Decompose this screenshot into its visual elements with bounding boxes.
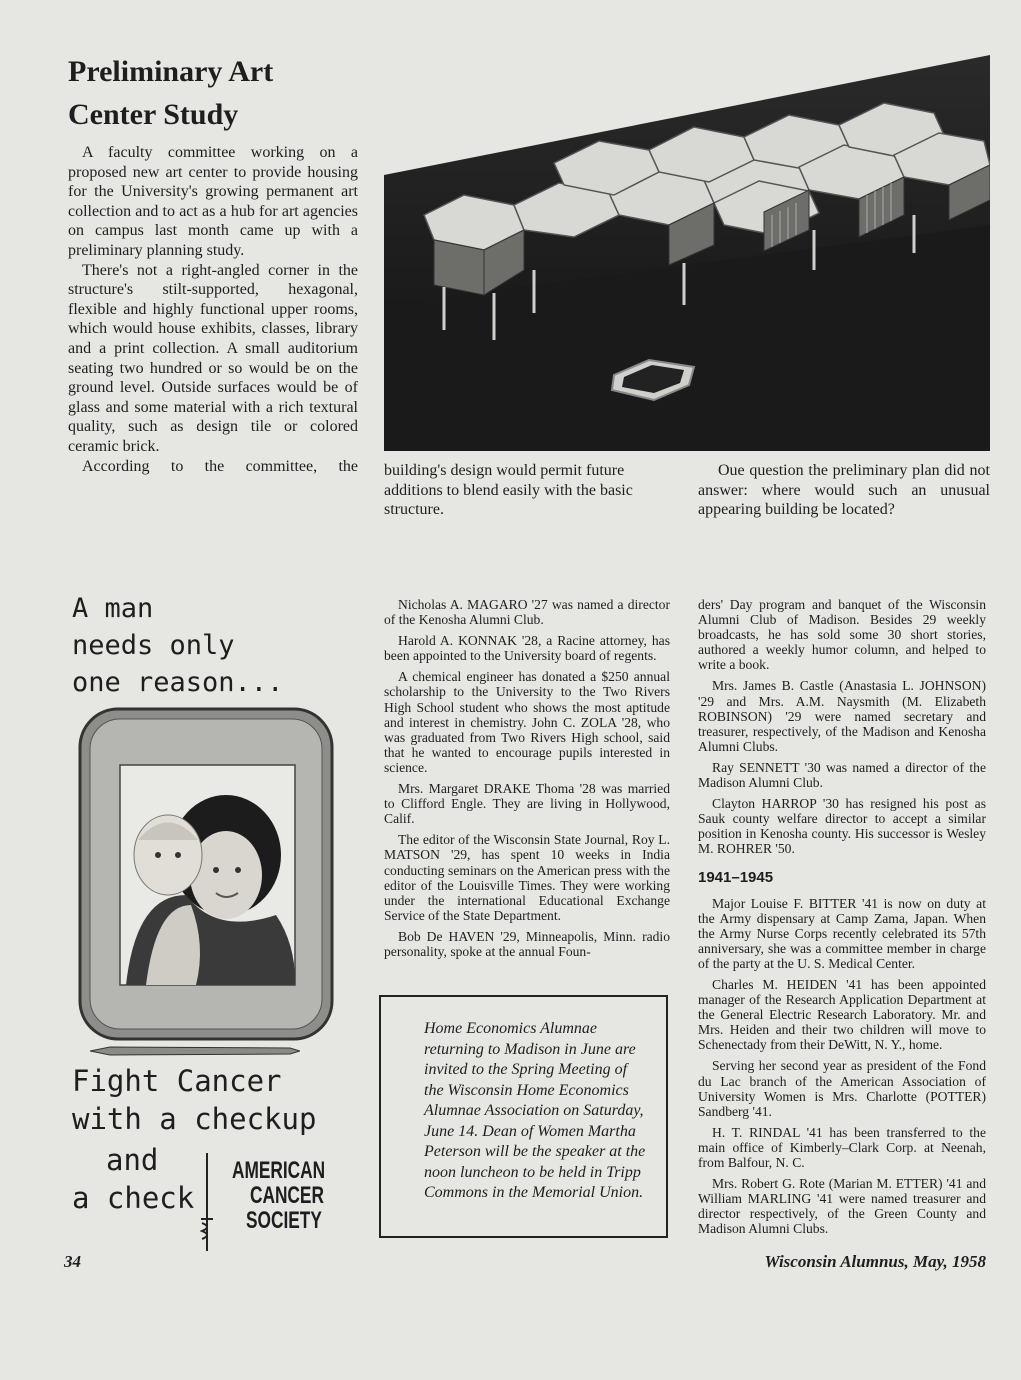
article-column-2 [384, 461, 676, 520]
news-item: The editor of the Wisconsin State Journal, Roy L. MATSON '29, has spent 10 weeks in India conducting seminars on the American press with the editor of the Louisville Times. They were working under the international Educational Exchange Service of the State Department. [384, 832, 670, 923]
american-cancer-society-logo [232, 1158, 352, 1233]
news-item: Bob De HAVEN '29, Minneapolis, Minn. radio personality, spoke at the annual Foun- [384, 928, 670, 959]
article-paragraph: Oue question the preliminary plan did not answer: where would such an unusual appearing building be located? [698, 462, 990, 519]
ad-fight-line1: Fight Cancer [72, 1064, 282, 1098]
ad-headline-line1: A man [72, 593, 154, 624]
ad-headline-line3: one reason... [72, 667, 284, 698]
notice-text: Home Economics Alumnae returning to Madison in June are invited to the Spring Meeting of the Wisconsin Home Economics Alumnae Association on Saturday, June 14. Dean of Women Martha Peterson will be the speaker at the noon luncheon to be held in Tripp Commons in the Memorial Union. [424, 1020, 646, 1201]
article-paragraph: A faculty committee working on a proposed new art center to provide housing for the University's growing permanent art collection and to act as a hub for art agencies on campus last month came up with a preliminary planning study. [68, 144, 358, 259]
news-item: Mrs. James B. Castle (Anastasia L. JOHNSON) '29 and Mrs. A.M. Naysmith (M. Elizabeth ROBINSON) '29 were named secretary and treasurer, respectively, of the Madison and Kenosha Alumni Clubs. [698, 678, 986, 754]
news-item: H. T. RINDAL '41 has been transferred to the main office of Kimberly–Clark Corp. at Neenah, from Balfour, N. C. [698, 1124, 986, 1170]
news-item: A chemical engineer has donated a $250 annual scholarship to the University to the Two Rivers High School student who shows the most aptitude and interest in chemistry. John C. ZOLA '28, who was graduated from Two Rivers High school, said that he wanted to encourage pupils interested in science. [384, 669, 670, 775]
acs-line3: SOCIETY [246, 1207, 322, 1234]
news-item: Serving her second year as president of the Fond du Lac branch of the American Association of University Women is Mrs. Charlotte (POTTER) Sandberg '41. [698, 1058, 986, 1119]
article-column-1 [68, 143, 358, 476]
news-item: Mrs. Margaret DRAKE Thoma '28 was married to Clifford Engle. They are living in Hollywood, Calif. [384, 781, 670, 827]
article-title-line1: Preliminary Art [68, 55, 274, 88]
ad-fight-cancer [72, 1063, 382, 1137]
article-paragraph: building's design would permit future additions to blend easily with the basic structure. [384, 462, 633, 519]
article-paragraph: According to the committee, the [82, 457, 358, 475]
pen-icon [90, 1046, 300, 1056]
article-column-3 [698, 461, 990, 520]
publication-footer: Wisconsin Alumnus, May, 1958 [764, 1252, 986, 1271]
section-heading-1941-1945: 1941–1945 [698, 868, 774, 886]
news-item: Harold A. KONNAK '28, a Racine attorney, has been appointed to the University board of regents. [384, 633, 670, 664]
ad-fight-line2: with a checkup [72, 1102, 317, 1136]
framed-photo [76, 705, 336, 1045]
hexagonal-building-model-image [384, 55, 990, 451]
caduceus-sword-logo [200, 1153, 214, 1251]
ad-a-check: a check [72, 1181, 195, 1215]
alumni-news-column-2 [698, 597, 986, 1242]
alumni-news-column-1 [384, 597, 670, 965]
news-item: Nicholas A. MAGARO '27 was named a director of the Kenosha Alumni Club. [384, 597, 670, 628]
news-item: Charles M. HEIDEN '41 has been appointed manager of the Research Application Department at the General Electric Research Laboratory. Mr. and Mrs. Heiden and their two children will move to Schenectady from their DeWitt, N. Y., home. [698, 976, 986, 1053]
news-item: Major Louise F. BITTER '41 is now on duty at the Army dispensary at Camp Zama, Japan. When the Army Nurse Corps recently celebrated its 57th anniversary, she was a committee member in charge of the party at the U. S. Medical Center. [698, 895, 986, 971]
sword-snake-icon [200, 1153, 214, 1251]
news-item: Mrs. Robert G. Rote (Marian M. ETTER) '41 and William MARLING '41 were named treasurer and director respectively, of the Green County and Madison Alumni Clubs. [698, 1176, 986, 1237]
art-center-model-photo [384, 55, 990, 451]
news-item: Ray SENNETT '30 was named a director of the Madison Alumni Club. [698, 759, 986, 791]
mother-and-child-photo-image [76, 705, 336, 1045]
ad-headline-line2: needs only [72, 630, 235, 661]
acs-line1: AMERICAN [232, 1157, 326, 1184]
page-number: 34 [64, 1252, 81, 1271]
news-item: Clayton HARROP '30 has resigned his post as Sauk county welfare director to accept a similar position in Kenosha county. His successor is Wesley M. ROHRER '50. [698, 796, 986, 857]
pen-illustration [90, 1043, 300, 1053]
ad-and: and [106, 1143, 159, 1177]
news-item: ders' Day program and banquet of the Wisconsin Alumni Club of Madison. Besides 29 weekly broadcasts, he has sold some 30 short stories, authored a weekly humor column, and helped to write a book. [698, 597, 986, 673]
cancer-ad [72, 590, 372, 701]
article-title-line2: Center Study [68, 98, 239, 131]
home-economics-notice-box [379, 995, 668, 1238]
acs-line2: CANCER [250, 1182, 324, 1209]
article-paragraph: There's not a right-angled corner in the structure's stilt-supported, hexagonal, flexible and highly functional upper rooms, which would house exhibits, classes, library and a print collection. A small auditorium seating two hundred or so would be on the ground level. Outside surfaces would be of glass and some material with a rich textural quality, such as design tile or colored ceramic brick. [68, 261, 358, 455]
